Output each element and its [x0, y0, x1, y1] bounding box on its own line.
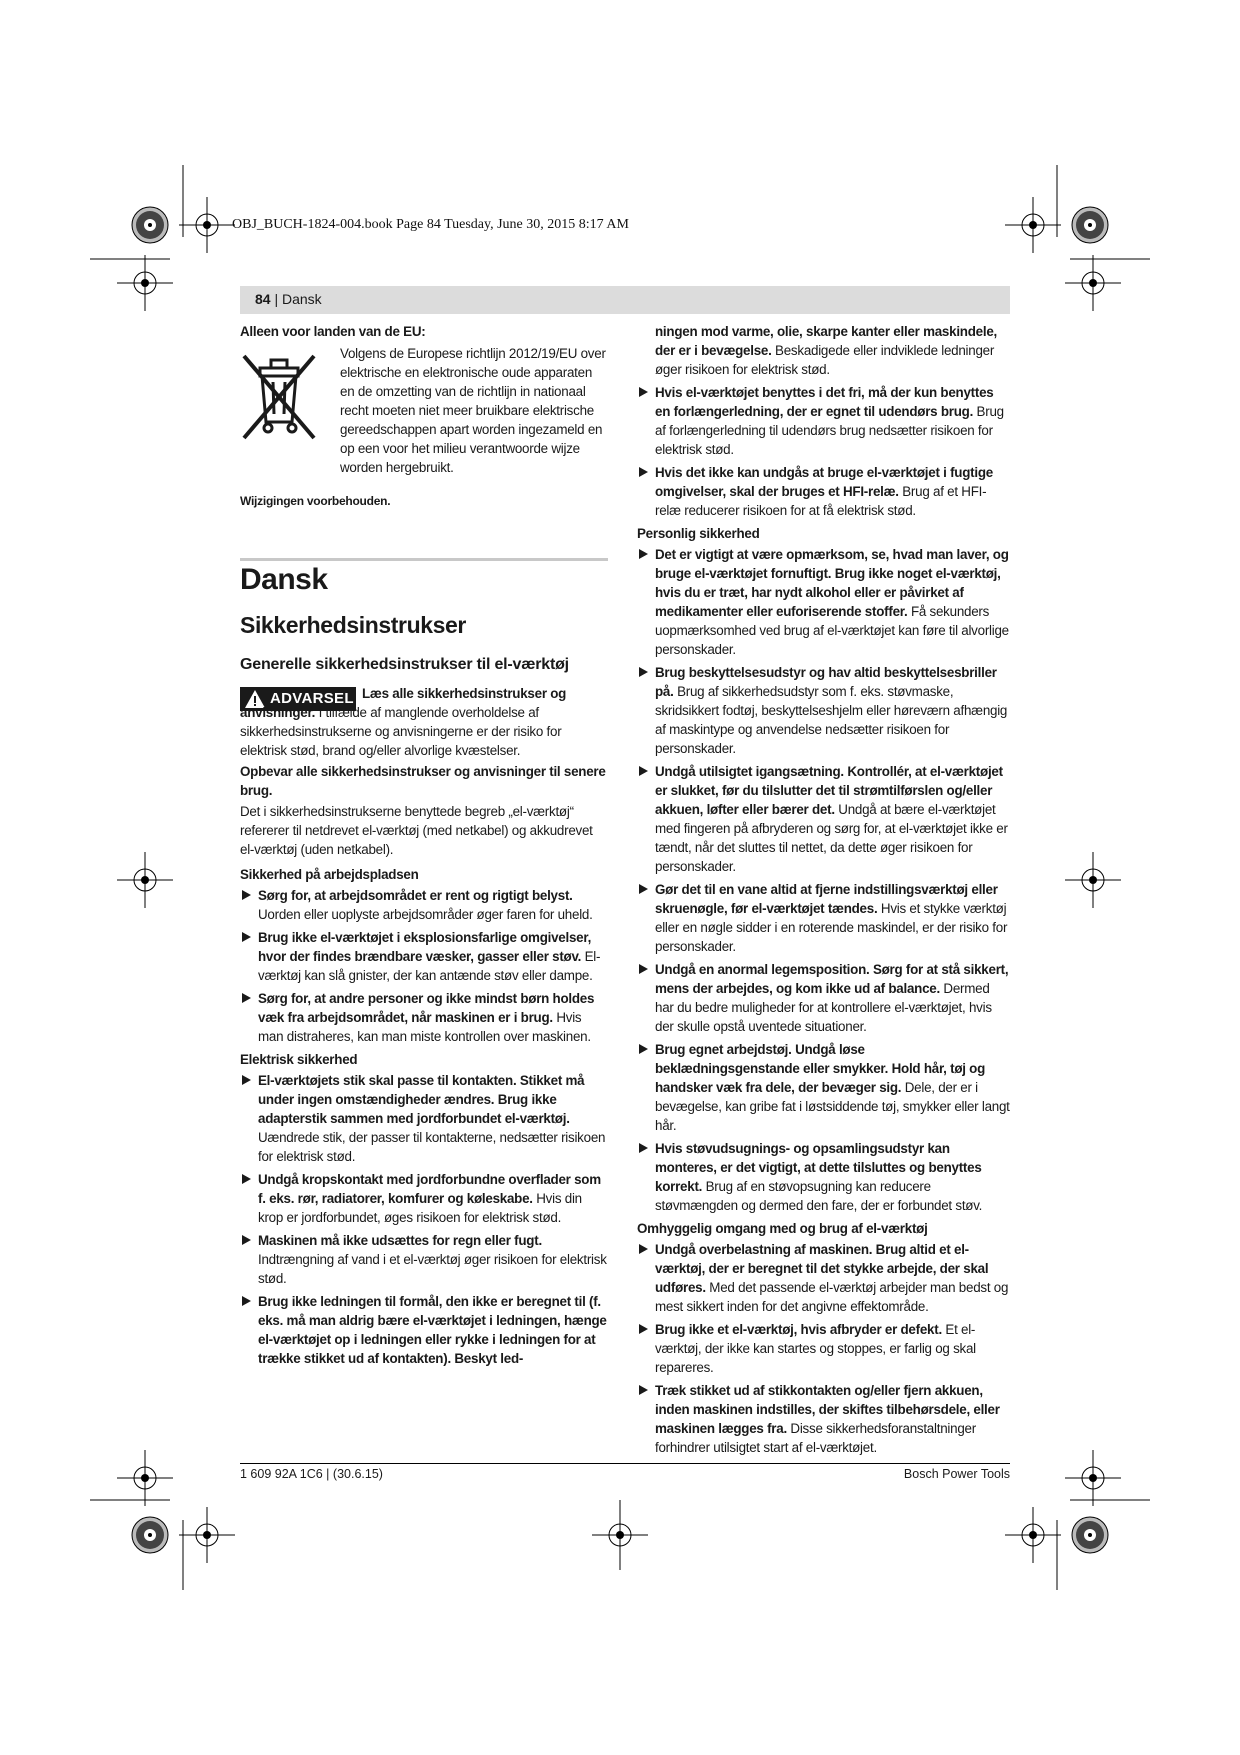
changes-note: Wijzigingen voorbehouden. [240, 494, 391, 508]
warning-text: I tilfælde af manglende overholdelse af sikkerhedsinstrukserne og anvisningerne er der risiko for elektrisk stød, brand og/eller alvorlige kvæstelser. [240, 705, 562, 758]
bullet-triangle-icon [639, 1385, 648, 1395]
warning-bold: Læs alle sikkerhedsinstrukser og anvisninger. [240, 686, 567, 720]
bullet-triangle-icon [639, 964, 648, 974]
bullet-triangle-icon [242, 1235, 251, 1245]
bullet-triangle-icon [639, 387, 648, 397]
bullet-triangle-icon [639, 766, 648, 776]
general-safety-heading: Generelle sikkerhedsinstrukser til el-værktøj [240, 656, 569, 673]
bullet-triangle-icon [242, 1075, 251, 1085]
page-header-bar [240, 286, 1010, 314]
bullet-triangle-icon [242, 890, 251, 900]
eu-text: Volgens de Europese richtlijn 2012/19/EU over elektrische en elektronische oude apparaten en de omzetting van de richtlijn in nationaal recht moeten niet meer bruikbare elektrische gereedschappen apart worden ingezameld en op een voor het milieu verantwoorde wijze worden hergebruikt. [340, 346, 606, 475]
list-item: Sørg for, at arbejdsområdet er rent og rigtigt belyst. Uorden eller uoplyste arbejdsområder øger faren for uheld. [240, 886, 608, 924]
right-column [637, 322, 1010, 1461]
crosshair-icon [1065, 255, 1121, 311]
list-item: Brug ikke ledningen til formål, den ikke er beregnet til (f. eks. må man aldrig bære el-værktøjet i ledningen, hænge el-værktøjet op i ledningen eller rykke i ledningen for at trække stikket ud af kontakten). Beskyt led- [240, 1292, 608, 1368]
footer-rule [240, 1463, 1010, 1464]
list-item: Undgå en anormal legemsposition. Sørg for at stå sikkert, mens der arbejdes, og kom ikke ud af balance. Dermed har du bedre muligheder for at kontrollere el-værktøjet, hvis der skulle opstå uventede situationer. [637, 960, 1010, 1036]
list-item: Hvis el-værktøjet benyttes i det fri, må der kun benyttes en forlængerledning, der er egnet til udendørs brug. Brug af forlængerledning til udendørs brug nedsætter risikoen for elektrisk stød. [637, 383, 1010, 459]
crosshair-icon [117, 852, 173, 908]
bullet-triangle-icon [639, 667, 648, 677]
bullet-triangle-icon [639, 467, 648, 477]
list-item: Brug ikke et el-værktøj, hvis afbryder er defekt. Et el-værktøj, der ikke kan startes og stoppes, er farlig og skal repareres. [637, 1320, 1010, 1377]
registration-wheel-icon [132, 1517, 168, 1553]
list-item: Hvis støvudsugnings- og opsamlingsudstyr kan monteres, er det vigtigt, at dette tilsluttes og benyttes korrekt. Brug af en støvopsugning kan reducere støvmængden og dermed den fare, der er forbundet støv. [637, 1139, 1010, 1215]
list-item: Maskinen må ikke udsættes for regn eller fugt. Indtrængning af vand i et el-værktøj øger risikoen for elektrisk stød. [240, 1231, 608, 1288]
list-item-continued: ningen mod varme, olie, skarpe kanter eller maskindele, der er i bevægelse. Beskadigede eller indviklede ledninger øger risikoen for elektrisk stød. [655, 324, 997, 377]
crosshair-icon [1005, 1507, 1061, 1563]
bullet-triangle-icon [639, 1324, 648, 1334]
eu-heading: Alleen voor landen van de EU: [240, 324, 426, 339]
footer-doc-number: 1 609 92A 1C6 | (30.6.15) [240, 1467, 383, 1481]
bullet-triangle-icon [639, 884, 648, 894]
page-number: 84 [255, 291, 271, 307]
bullet-triangle-icon [639, 1143, 648, 1153]
footer-brand: Bosch Power Tools [903, 1467, 1010, 1481]
warning-paragraph [240, 684, 608, 760]
list-item: Gør det til en vane altid at fjerne indstillingsværktøj eller skruenøgle, før el-værktøjet tændes. Hvis et stykke værktøj eller en nøgle sidder i en roterende maskindel, er der risiko for personskader. [637, 880, 1010, 956]
registration-wheel-icon [1072, 207, 1108, 243]
left-column-top [240, 322, 608, 343]
keep-instructions: Opbevar alle sikkerhedsinstrukser og anvisninger til senere brug. [240, 764, 606, 798]
list-item: Brug beskyttelsesudstyr og hav altid beskyttelsesbriller på. Brug af sikkerhedsudstyr som f. eks. støvmaske, skridsikkert fodtøj, beskyttelseshjelm eller høreværn afhængig af maskintype og anvendelse nedsætter risikoen for personskader. [637, 663, 1010, 758]
list-item: Undgå overbelastning af maskinen. Brug altid et el-værktøj, der er beregnet til det stykke arbejde, der skal udføres. Med det passende el-værktøj arbejder man bedst og mest sikkert inden for det angivne effektområde. [637, 1240, 1010, 1316]
list-item: Hvis det ikke kan undgås at bruge el-værktøjet i fugtige omgivelser, skal der bruges et HFI-relæ. Brug af et HFI-relæ reducerer risikoen for at få elektrisk stød. [637, 463, 1010, 520]
language-title: Dansk [240, 563, 328, 596]
work-area-heading: Sikkerhed på arbejdspladsen [240, 867, 419, 882]
crosshair-icon [117, 1450, 173, 1506]
crosshair-icon [179, 197, 235, 253]
crosshair-icon [179, 1507, 235, 1563]
bullet-triangle-icon [242, 1174, 251, 1184]
crosshair-icon [1065, 1450, 1121, 1506]
list-item: Undgå kropskontakt med jordforbundne overflader som f. eks. rør, radiatorer, komfurer og køleskabe. Hvis din krop er jordforbundet, øges risikoen for elektrisk stød. [240, 1170, 608, 1227]
header-section: Dansk [282, 291, 322, 307]
careful-use-heading: Omhyggelig omgang med og brug af el-værktøj [637, 1221, 928, 1236]
crosshair-icon [1065, 852, 1121, 908]
safety-title: Sikkerhedsinstrukser [240, 612, 466, 638]
list-item: Træk stikket ud af stikkontakten og/eller fjern akkuen, inden maskinen indstilles, der skiftes tilbehørsdele, eller maskinen lægges fra. Disse sikkerhedsforanstaltninger forhindrer utilsigtet start af el-værktøjet. [637, 1381, 1010, 1457]
eu-text-block [340, 344, 608, 477]
crosshair-icon [117, 255, 173, 311]
list-item: Undgå utilsigtet igangsætning. Kontrollér, at el-værktøjet er slukket, før du tilslutter det til strømtilførslen og/eller akkuen, løfter eller bærer det. Undgå at bære el-værktøjet med fingeren på afbryderen og sørg for, at el-værktøjet ikke er tændt, når det sluttes til nettet, da dette øger risikoen for personskader. [637, 762, 1010, 876]
list-item: El-værktøjets stik skal passe til kontakten. Stikket må under ingen omstændigheder ændres. Brug ikke adapterstik sammen med jordforbundet el-værktøj. Uændrede stik, der passer til kontakterne, nedsætter risikoen for elektrisk stød. [240, 1071, 608, 1166]
page-header [255, 291, 322, 307]
personal-safety-heading: Personlig sikkerhed [637, 526, 760, 541]
bullet-triangle-icon [242, 932, 251, 942]
weee-bin-icon [240, 350, 318, 440]
list-item: Sørg for, at andre personer og ikke mindst børn holdes væk fra arbejdsområdet, når maskinen er i brug. Hvis man distraheres, kan man miste kontrollen over maskinen. [240, 989, 608, 1046]
registration-wheel-icon [132, 207, 168, 243]
section-rule [240, 558, 608, 561]
left-column-main [240, 684, 608, 1372]
list-item: Brug ikke el-værktøjet i eksplosionsfarlige omgivelser, hvor der findes brændbare væsker, gasser eller støv. El-værktøj kan slå gnister, der kan antænde støv eller dampe. [240, 928, 608, 985]
list-item: Brug egnet arbejdstøj. Undgå løse beklædningsgenstande eller smykker. Hold hår, tøj og handsker væk fra dele, der bevæger sig. Dele, der er i bevægelse, kan gribe fat i løstsiddende tøj, smykker eller langt hår. [637, 1040, 1010, 1135]
warning-label: ADVARSEL [270, 690, 354, 707]
term-text: Det i sikkerhedsinstrukserne benyttede begreb „el-værktøj“ refererer til netdrevet el-værktøj (med netkabel) og akkudrevet el-værktøj (uden netkabel). [240, 804, 593, 857]
crosshair-icon [1005, 197, 1061, 253]
bullet-triangle-icon [639, 549, 648, 559]
bullet-triangle-icon [242, 1296, 251, 1306]
bullet-triangle-icon [639, 1244, 648, 1254]
changes-block [240, 492, 608, 511]
bullet-triangle-icon [639, 1044, 648, 1054]
bullet-triangle-icon [242, 993, 251, 1003]
registration-wheel-icon [1072, 1517, 1108, 1553]
list-item: Det er vigtigt at være opmærksom, se, hvad man laver, og bruge el-værktøjet fornuftigt. Brug ikke noget el-værktøj, hvis du er træt, har nydt alkohol eller er påvirket af medikamenter eller euforiserende stoffer. Få sekunders uopmærksomhed ved brug af el-værktøjet kan føre til alvorlige personskader. [637, 545, 1010, 659]
print-header: OBJ_BUCH-1824-004.book Page 84 Tuesday, June 30, 2015 8:17 AM [232, 217, 629, 232]
header-separator: | [270, 291, 282, 307]
electrical-heading: Elektrisk sikkerhed [240, 1052, 358, 1067]
